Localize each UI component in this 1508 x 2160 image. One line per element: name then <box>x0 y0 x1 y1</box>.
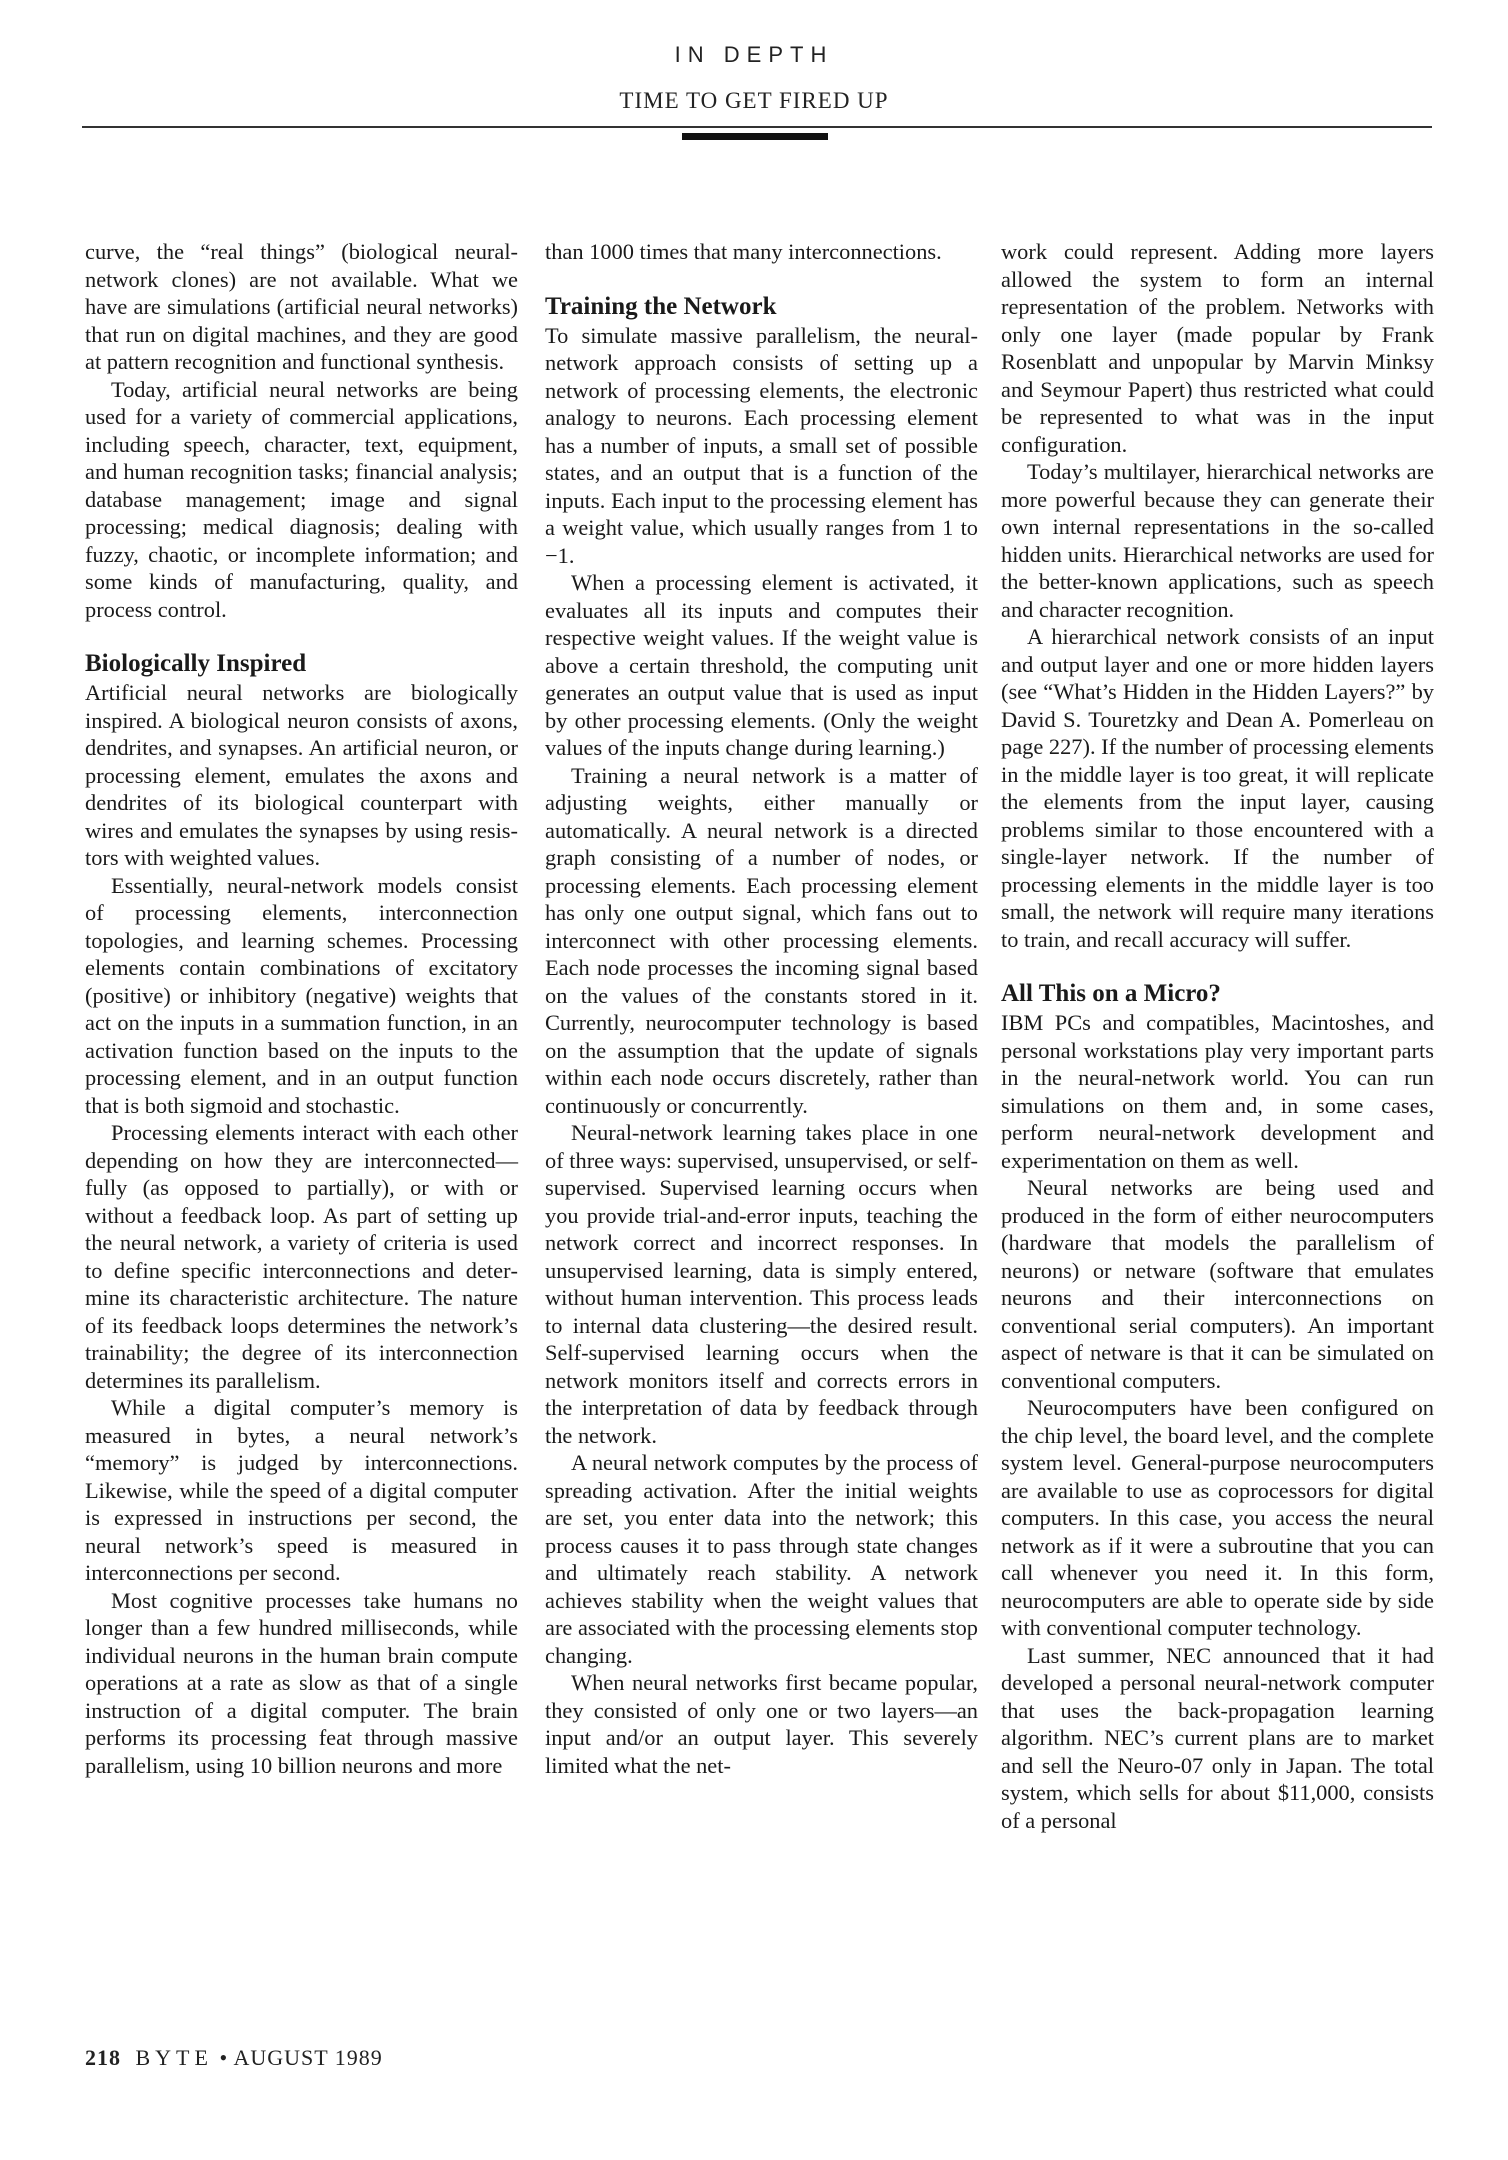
section-heading: Biologically Inspired <box>85 650 307 677</box>
body-paragraph: While a digital computer’s memory is measured in bytes, a neural network’s “memory” is judged by interconnections. Likewise, while the speed of a digital computer is expressed in instructions per second, the neural network’s speed is measured in interconnections per second. <box>85 1395 518 1585</box>
body-paragraph: Most cognitive processes take humans no longer than a few hundred milliseconds, while individual neurons in the human brain compute operations at a rate as slow as that of a single instruction of a digital computer. The brain performs its processing feat through massive parallelism, using 10 billion neurons and more <box>85 1587 518 1778</box>
body-paragraph: Neural-network learning takes place in one of three ways: supervised, unsupervised, or self-supervised. Supervised learning occurs when you provide trial-and-error inputs, teaching the network correct and incorrect responses. In unsupervised learning, data is simply entered, without human intervention. This process leads to internal data clustering—the desired result. Self-supervised learning occurs when the network monitors itself and corrects errors in the interpretation of data by feedback through the network. <box>545 1120 978 1448</box>
text-column-2 <box>545 238 978 1779</box>
body-paragraph: To simulate massive parallelism, the neural-network approach consists of setting up a network of processing elements, the electronic analogy to neurons. Each processing element has a number of inputs, a small set of possible states, and an output that is a function of the inputs. Each input to the processing element has a weight value, which usually ranges from 1 to −1. <box>545 322 978 568</box>
page-footer <box>85 2045 383 2071</box>
issue-date: AUGUST 1989 <box>233 2045 383 2070</box>
section-heading: All This on a Micro? <box>1001 980 1221 1007</box>
header-rule-accent <box>682 133 828 140</box>
body-paragraph: Today’s multilayer, hierarchical networks are more powerful because they can generate their own internal representations in the so-called hidden units. Hierarchical networks are used for the better-known applications, such as speech and character recognition. <box>1001 459 1434 622</box>
body-paragraph: work could represent. Adding more layers allowed the system to form an internal representation of the problem. Networks with only one layer (made popular by Frank Rosenblatt and unpopular by Marvin Minksy and Seymour Papert) thus restricted what could be represented to what was in the input configuration. <box>1001 239 1434 457</box>
footer-separator: • <box>219 2045 229 2070</box>
body-paragraph: When a processing element is activated, it evaluates all its inputs and computes their respective weight values. If the weight value is above a certain threshold, the computing unit generates an output value that is used as input by other processing elements. (Only the weight values of the inputs change during learning.) <box>545 570 978 760</box>
header-rule <box>82 126 1432 128</box>
body-paragraph: than 1000 times that many interconnections. <box>545 239 942 264</box>
page-number: 218 <box>85 2045 121 2070</box>
body-paragraph: IBM PCs and compatibles, Macintoshes, and personal workstations play very important parts in the neural-network world. You can run simulations on them and, in some cases, perform neural-network development and experimentation on them as well. <box>1001 1010 1434 1173</box>
text-column-1 <box>85 238 518 1779</box>
body-paragraph: A hierarchical network consists of an input and output layer and one or more hidden layers (see “What’s Hidden in the Hidden Layers?” by David S. Touretzky and Dean A. Pomerleau on page 227). If the number of processing elements in the middle layer is too great, it will replicate the elements from the input layer, causing problems similar to those encountered with a single-layer network. If the number of processing elements in the middle layer is too small, the network will require many iterations to train, and recall accuracy will suffer. <box>1001 624 1434 952</box>
body-paragraph: Essentially, neural-network models consist of processing elements, interconnection topologies, and learning schemes. Processing elements contain combinations of excitatory (positive) or inhibitory (negative) weights that act on the inputs in a summation function, in an activation function based on the inputs to the processing element, and in an output function that is both sigmoid and stochastic. <box>85 872 518 1118</box>
body-paragraph: Neural networks are being used and produced in the form of either neurocomputers (hardware that models the parallelism of neurons) or netware (software that emulates neurons and their interconnections on conventional serial computers). An important aspect of netware is that it can be simulated on conventional computers. <box>1001 1175 1434 1393</box>
magazine-name: BYTE <box>135 2045 213 2070</box>
body-paragraph: Training a neural network is a matter of adjusting weights, either manually or automatically. A neural network is a directed graph consisting of a number of nodes, or processing elements. Each processing element has only one output signal, which fans out to interconnect with other processing elements. Each node processes the incoming signal based on the values of the constants stored in it. Currently, neurocomputer technology is based on the assumption that the update of signals within each node occurs discretely, rather than continuously or concurrently. <box>545 762 978 1118</box>
body-paragraph: When neural networks first became popular, they consisted of only one or two layers—an input and/or an output layer. This severely limited what the net- <box>545 1670 978 1778</box>
body-paragraph: Artificial neural networks are biologically inspired. A biological neuron consists of axons, dendrites, and synapses. An artificial neuron, or processing element, emulates the axons and dendrites of its biological counterpart with wires and emulates the synapses by using resistors with weighted values. <box>85 680 518 870</box>
body-paragraph: curve, the “real things” (biological neural-network clones) are not available. What we have are simulations (artificial neural networks) that run on digital machines, and they are good at pattern recognition and functional synthesis. <box>85 239 518 374</box>
body-paragraph: Today, artificial neural networks are being used for a variety of commercial applications, including speech, character, text, equipment, and human recognition tasks; financial analysis; database management; image and signal processing; medical diagnosis; dealing with fuzzy, chaotic, or incomplete information; and some kinds of manufacturing, quality, and process control. <box>85 376 518 622</box>
section-heading: Training the Network <box>545 292 777 320</box>
text-column-3 <box>1001 238 1434 1834</box>
body-paragraph: A neural network computes by the process of spreading activation. After the initial weights are set, you enter data into the network; this process causes it to pass through state changes and ultimately reach stability. A network achieves stability when the weight values that are associated with the processing elements stop changing. <box>545 1450 978 1668</box>
section-kicker: IN DEPTH <box>674 42 834 67</box>
body-paragraph: Processing elements interact with each other depending on how they are interconnected—fully (as opposed to partially), or with or without a feedback loop. As part of setting up the neural network, a variety of criteria is used to define specific interconnections and determine its characteristic architecture. The nature of its feedback loops determines the network’s trainability; the degree of its interconnection determines its parallelism. <box>85 1120 518 1393</box>
body-paragraph: Last summer, NEC announced that it had developed a personal neural-network computer that uses the back-propagation learning algorithm. NEC’s current plans are to market and sell the Neuro-07 only in Japan. The total system, which sells for about $11,000, consists of a personal <box>1001 1642 1434 1833</box>
body-paragraph: Neurocomputers have been configured on the chip level, the board level, and the complete system level. General-purpose neurocomputers are available to use as coprocessors for digital computers. In this case, you access the neural network as if it were a subroutine that you can call whenever you need it. In this form, neurocomputers are able to operate side by side with conventional computer technology. <box>1001 1395 1434 1640</box>
article-title: TIME TO GET FIRED UP <box>619 88 889 113</box>
